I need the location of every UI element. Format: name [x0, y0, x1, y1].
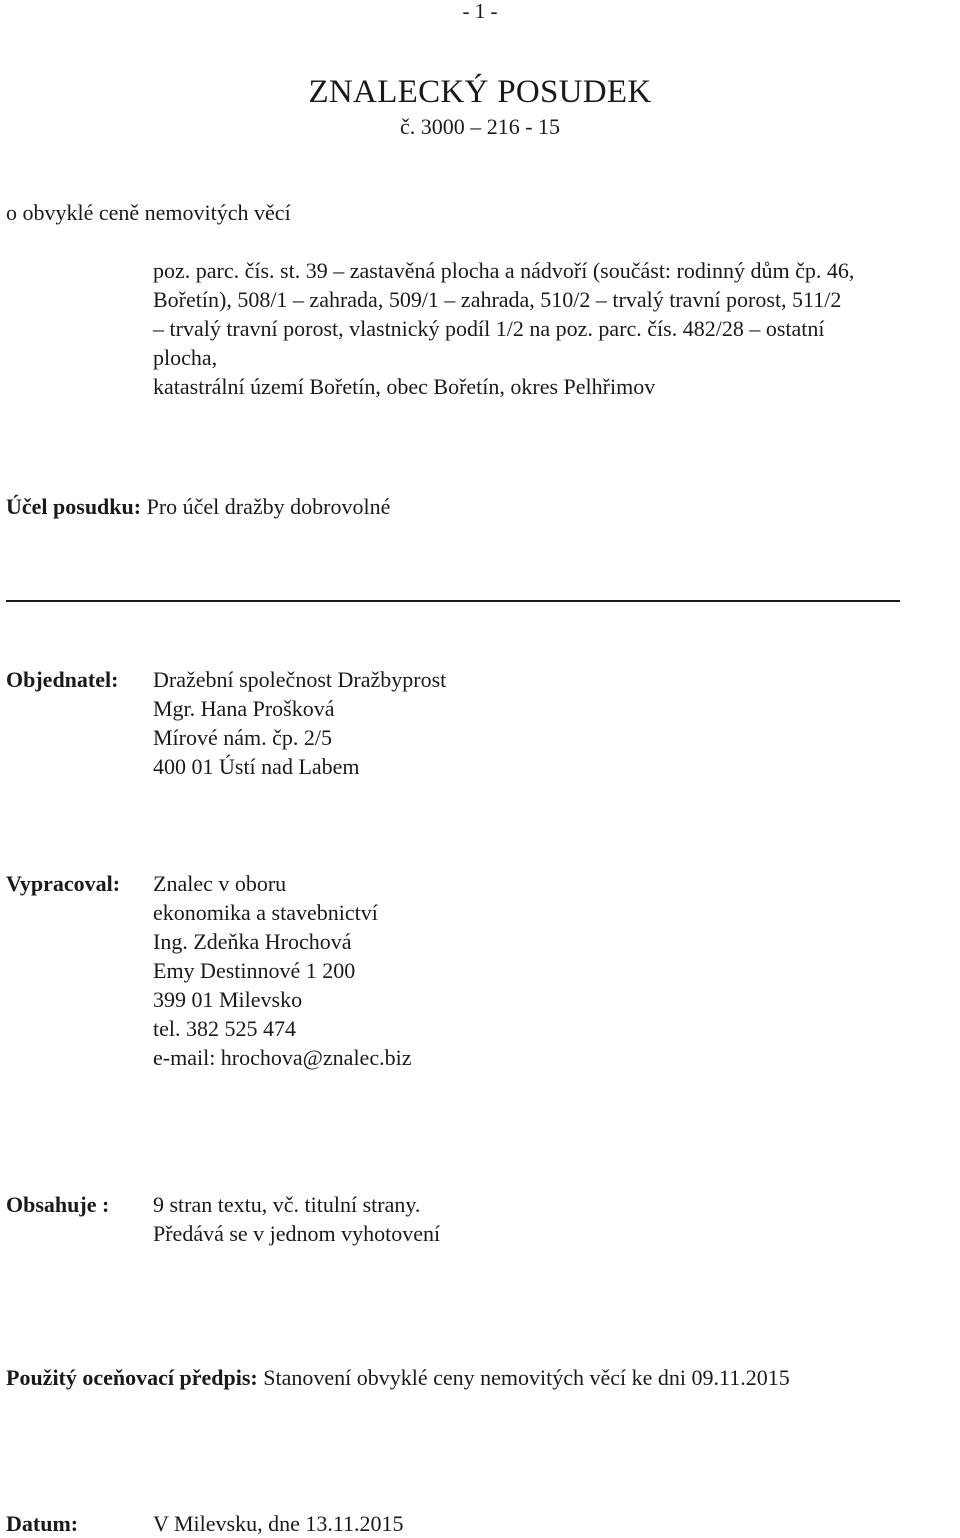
date-label: Datum: [6, 1511, 79, 1536]
author-line: Ing. Zdeňka Hrochová [153, 929, 352, 954]
property-line: Bořetín), 508/1 – zahrada, 509/1 – zahrada, 510/2 – trvalý travní porost, 511/2 [153, 287, 842, 312]
contents-line: Předává se v jednom vyhotovení [153, 1221, 441, 1246]
purpose-value: Pro účel dražby dobrovolné [146, 494, 391, 519]
date-value: V Milevsku, dne 13.11.2015 [153, 1511, 404, 1536]
author-line: Emy Destinnové 1 200 [153, 958, 356, 983]
client-line: Mírové nám. čp. 2/5 [153, 725, 333, 750]
author-line: ekonomika a stavebnictví [153, 900, 378, 925]
client-line: 400 01 Ústí nad Labem [153, 754, 360, 779]
valuation-method-label: Použitý oceňovací předpis: [6, 1365, 258, 1390]
client-line: Dražební společnost Dražbyprost [153, 667, 447, 692]
client-details [153, 665, 446, 781]
purpose-label: Účel posudku: [6, 494, 142, 519]
subject-line: o obvyklé ceně nemovitých věcí [6, 200, 291, 225]
contents-label: Obsahuje : [6, 1192, 110, 1217]
author-line: 399 01 Milevsko [153, 987, 303, 1012]
property-description [153, 256, 933, 401]
property-line: poz. parc. čís. st. 39 – zastavěná plocha a nádvoří (součást: rodinný dům čp. 46, [153, 258, 855, 283]
document-number: č. 3000 – 216 - 15 [399, 114, 561, 139]
author-label: Vypracoval: [6, 871, 121, 896]
purpose-row [6, 492, 390, 521]
author-line: Znalec v oboru [153, 871, 287, 896]
page-number: - 1 - [462, 0, 498, 23]
author-email: e-mail: hrochova@znalec.biz [153, 1045, 412, 1070]
valuation-method-row [6, 1363, 790, 1392]
client-label: Objednatel: [6, 667, 119, 692]
client-line: Mgr. Hana Prošková [153, 696, 335, 721]
property-line: – trvalý travní porost, vlastnický podíl 1/2 na poz. parc. čís. 482/28 – ostatní [153, 316, 825, 341]
valuation-method-value: Stanovení obvyklé ceny nemovitých věcí ke dni 09.11.2015 [263, 1365, 790, 1390]
author-details [153, 869, 411, 1072]
property-line: plocha, [153, 345, 218, 370]
document-title: ZNALECKÝ POSUDEK [308, 74, 652, 110]
contents-details [153, 1190, 440, 1248]
horizontal-rule [6, 600, 900, 602]
contents-line: 9 stran textu, vč. titulní strany. [153, 1192, 421, 1217]
author-line: tel. 382 525 474 [153, 1016, 296, 1041]
property-line: katastrální území Bořetín, obec Bořetín, okres Pelhřimov [153, 374, 656, 399]
